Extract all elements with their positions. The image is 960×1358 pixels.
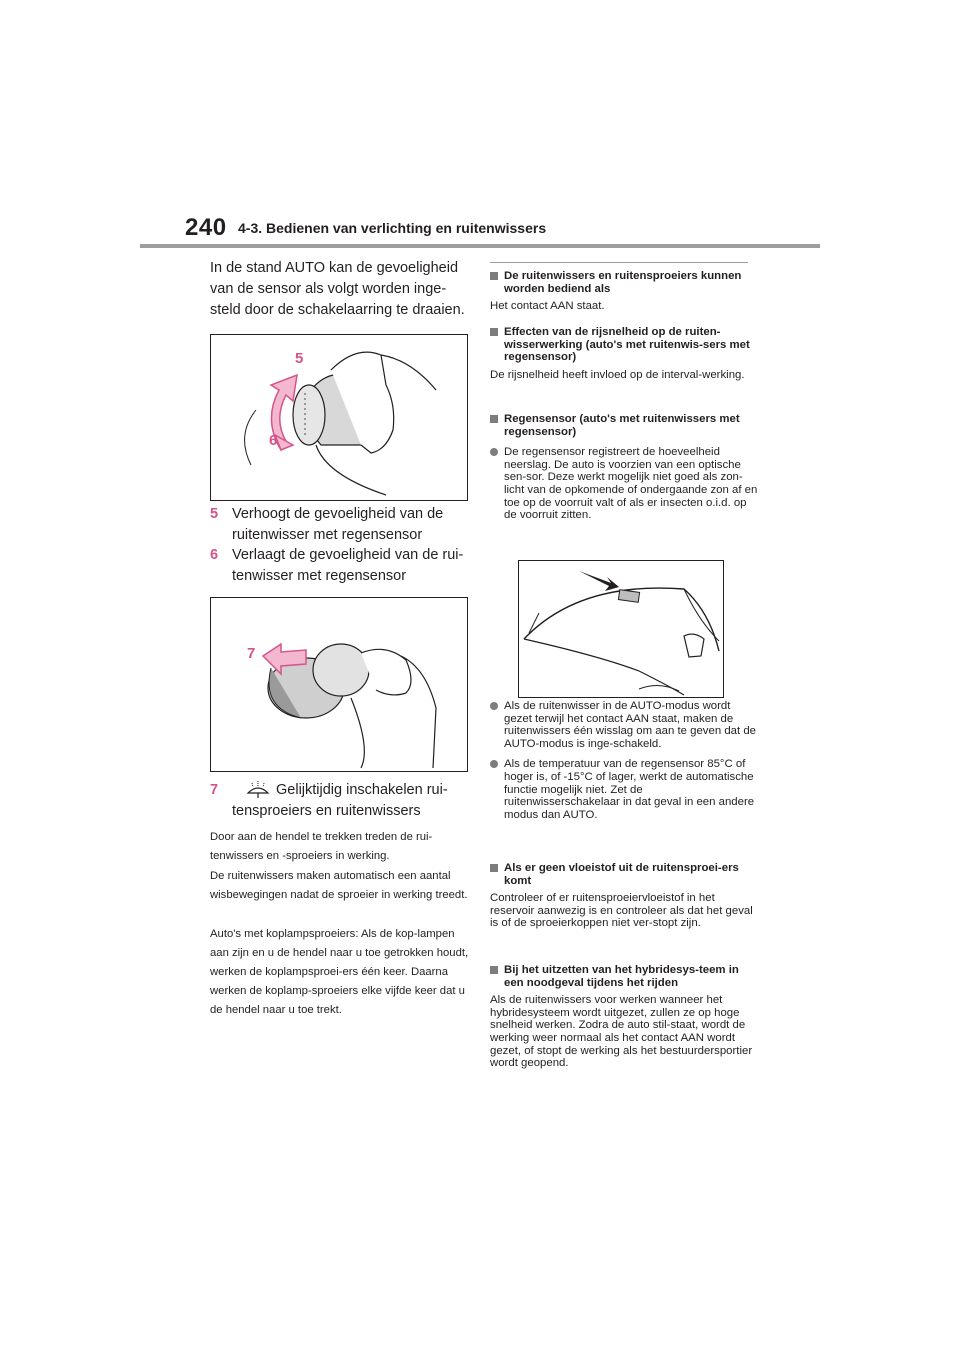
info-section-3 xyxy=(490,413,758,522)
step-7-text-a: Gelijktijdig inschakelen rui- xyxy=(276,782,448,798)
step-7 xyxy=(210,780,470,822)
body-paragraph-1: Door aan de hendel te trekken treden de rui-tenwissers en -sproeiers in werking. xyxy=(210,831,433,862)
section-title: 4-3. Bedienen van verlichting en ruitenwissers xyxy=(238,220,547,236)
bullet-3: Als de temperatuur van de regensensor 85°C of hoger is, of -15°C of lager, werkt de automatische functie mogelijk niet. Zet de ruitenwisserschakelaar in dat geval in een andere modus dan AUTO. xyxy=(504,758,755,821)
info-section-4 xyxy=(490,862,758,930)
round-bullet-icon xyxy=(490,448,498,456)
label-6: 6 xyxy=(269,432,278,449)
paragraph-5: Als de ruitenwissers voor werken wanneer het hybridesysteem wordt uitgezet, zullen ze op hoge snelheid werken. Zodra de auto stil-staat, wordt de werking weer normaal als het contact AAN wordt gezet, of stopt de werking als het bestuurdersportier wordt geopend. xyxy=(490,994,753,1070)
left-column xyxy=(210,258,472,331)
body-paragraph-2: De ruitenwissers maken automatisch een aantal wisbewegingen nadat de sproeier in werking treedt. xyxy=(210,870,468,901)
bullet-2: Als de ruitenwisser in de AUTO-modus wordt gezet terwijl het contact AAN staat, maken de ruitenwissers één wisslag om aan te geven dat de AUTO-modus is inge-schakeld. xyxy=(504,700,757,750)
intro-paragraph: In de stand AUTO kan de gevoeligheid van de sensor als volgt worden inge-steld door de schakelaarring te draaien. xyxy=(210,260,465,318)
washer-icon xyxy=(246,781,270,799)
bullet-1: De regensensor registreert de hoeveelheid neerslag. De auto is voorzien van een optische sen-sor. Deze werkt mogelijk niet goed als zon-licht van de opkomende of ondergaande zon af en toe op de voorruit valt of als er insecten o.i.d. op de voorruit zitten. xyxy=(504,446,758,522)
figure-pull-lever xyxy=(210,597,468,772)
page-number: 240 xyxy=(185,214,227,241)
heading-4: Als er geen vloeistof uit de ruitensproei-ers komt xyxy=(504,862,739,887)
heading-2: Effecten van de rijsnelheid op de ruiten-wisserwerking (auto's met ruitenwis-sers met regensensor) xyxy=(504,326,750,364)
square-bullet-icon xyxy=(490,966,498,974)
heading-5: Bij het uitzetten van het hybridesys-teem in een noodgeval tijdens het rijden xyxy=(504,964,739,989)
square-bullet-icon xyxy=(490,272,498,280)
paragraph-2: De rijsnelheid heeft invloed op de interval-werking. xyxy=(490,368,745,381)
label-5: 5 xyxy=(295,350,304,367)
figure-sensitivity-ring xyxy=(210,334,468,501)
header-divider xyxy=(140,244,820,248)
heading-3: Regensensor (auto's met ruitenwissers met regensensor) xyxy=(504,413,740,438)
step-6-number: 6 xyxy=(210,547,219,563)
step-5 xyxy=(210,504,470,546)
body-paragraph-3: Auto's met koplampsproeiers: Als de kop-lampen aan zijn en u de hendel naar u toe getrokken houdt, werken de koplampsproei-ers één keer. Daarna werken de koplamp-sproeiers elke vijfde keer dat u de hendel naar u toe trekt. xyxy=(210,928,469,1016)
paragraph-4: Controleer of er ruitensproeiervloeistof in het reservoir aanwezig is en controleer als dat het geval is of de sproeierkoppen niet ver-stopt zijn. xyxy=(490,892,753,930)
step-5-number: 5 xyxy=(210,506,219,522)
right-column-rule xyxy=(490,262,748,263)
info-section-1 xyxy=(490,270,758,313)
square-bullet-icon xyxy=(490,328,498,336)
label-7: 7 xyxy=(247,645,256,662)
square-bullet-icon xyxy=(490,864,498,872)
sensitivity-ring-illustration xyxy=(211,335,467,500)
square-bullet-icon xyxy=(490,415,498,423)
step-6 xyxy=(210,545,470,587)
windshield-illustration xyxy=(519,561,723,697)
info-section-2 xyxy=(490,326,758,381)
figure-rain-sensor xyxy=(518,560,724,698)
step-5-text: Verhoogt de gevoeligheid van de ruitenwisser met regensensor xyxy=(232,506,444,543)
info-section-5 xyxy=(490,964,758,1070)
round-bullet-icon xyxy=(490,702,498,710)
step-7-number: 7 xyxy=(210,782,219,798)
step-6-text: Verlaagt de gevoeligheid van de rui-tenwisser met regensensor xyxy=(232,547,464,584)
round-bullet-icon xyxy=(490,760,498,768)
paragraph-1: Het contact AAN staat. xyxy=(490,300,605,313)
info-section-3b xyxy=(490,700,758,821)
step-7-text-b: tensproeiers en ruitenwissers xyxy=(232,803,421,819)
pull-lever-illustration xyxy=(211,598,467,771)
heading-1: De ruitenwissers en ruitensproeiers kunnen worden bediend als xyxy=(504,270,742,295)
